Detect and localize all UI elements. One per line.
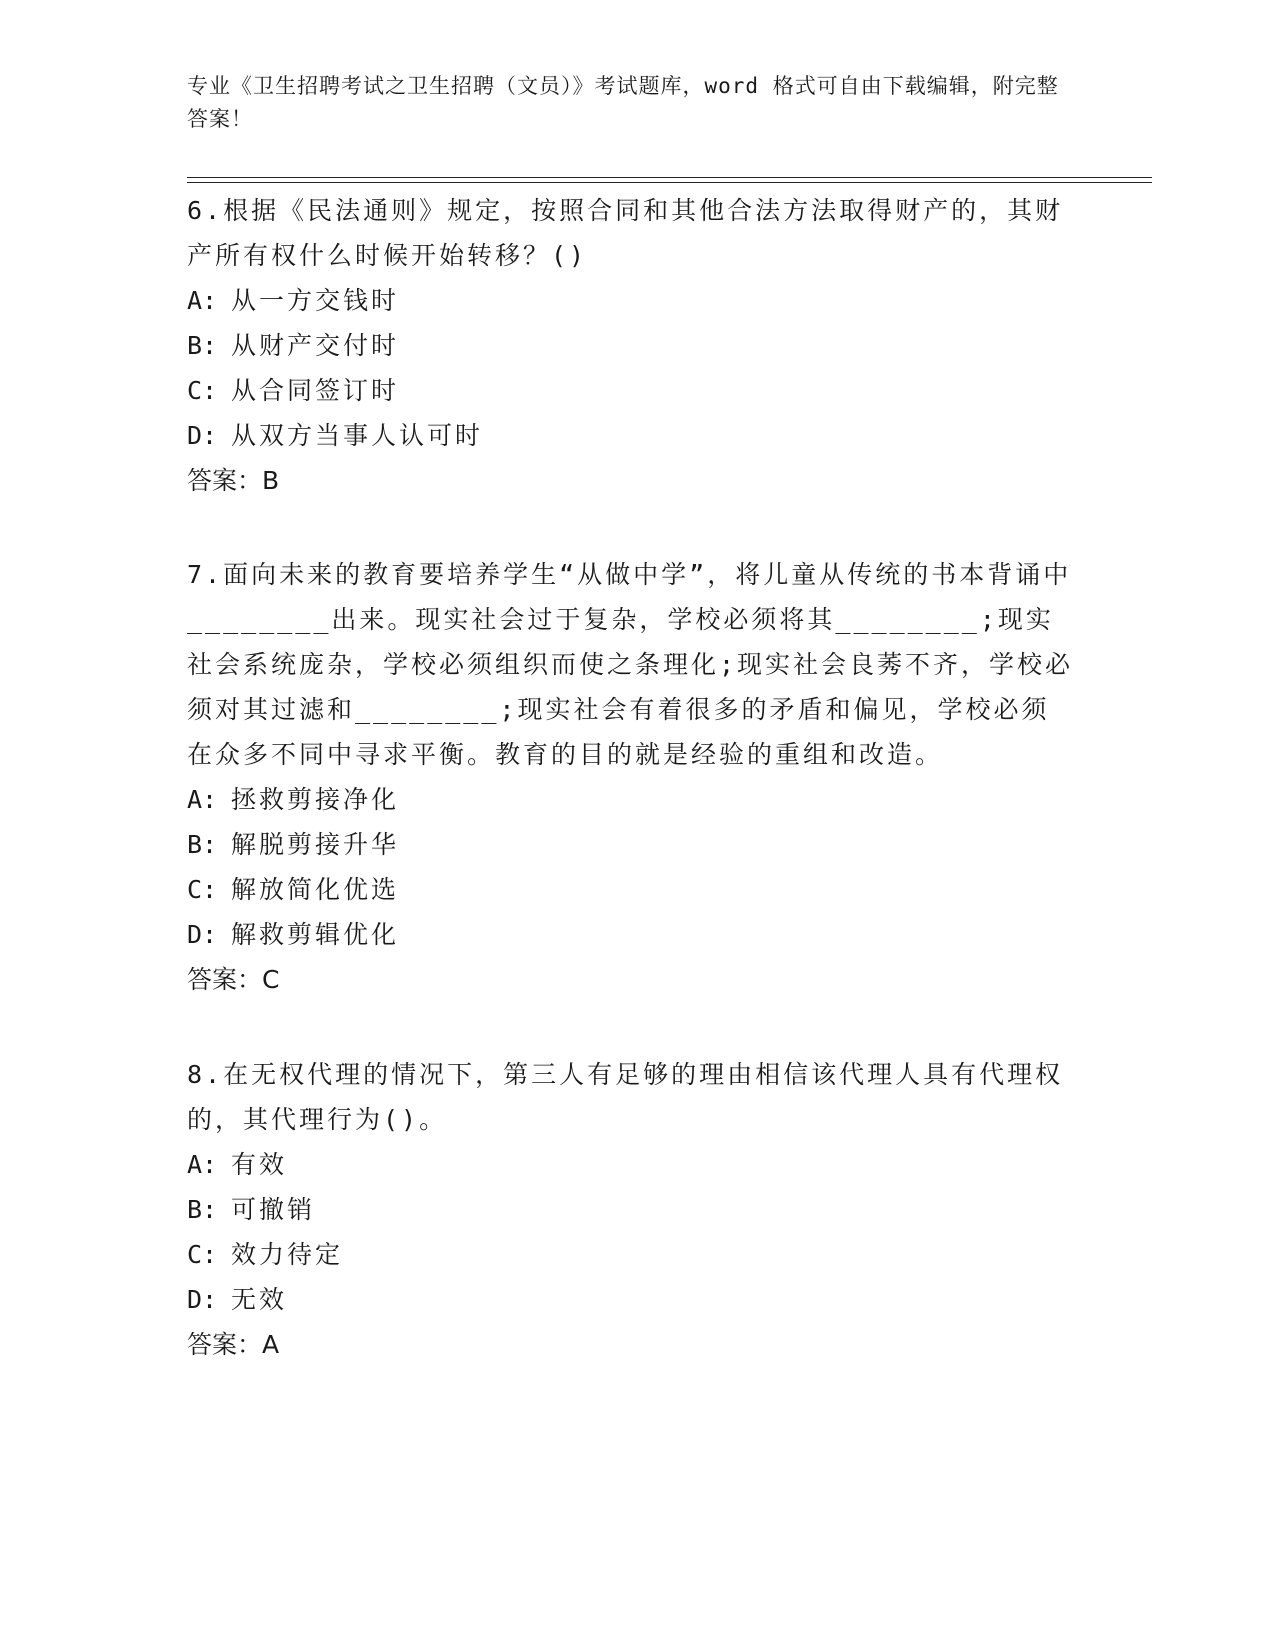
option-d [187,413,1077,458]
option-b [187,1187,1077,1232]
option-letter: B: [187,830,218,859]
question-stem: 8.在无权代理的情况下，第三人有足够的理由相信该代理人具有代理权的，其代理行为()。 [187,1060,1064,1134]
option-letter: B: [187,1195,218,1224]
option-text: 从合同签订时 [231,376,400,405]
option-letter: C: [187,875,218,904]
option-a [187,278,1077,323]
header-divider-top [187,177,1152,178]
option-text: 有效 [231,1150,288,1179]
option-text: 从一方交钱时 [231,286,400,315]
option-a [187,1142,1077,1187]
option-letter: B: [187,331,218,360]
option-text: 从财产交付时 [231,331,400,360]
option-letter: D: [187,920,218,949]
question-6 [187,188,1077,503]
document-header: 专业《卫生招聘考试之卫生招聘（文员）》考试题库，word 格式可自由下载编辑，附完整答案！ [187,74,1059,131]
answer-key: 答案：A [187,1330,280,1359]
option-c [187,1232,1077,1277]
question-7 [187,552,1077,1002]
option-d [187,912,1077,957]
option-c [187,867,1077,912]
option-text: 解脱剪接升华 [231,830,400,859]
option-text: 解放简化优选 [231,875,400,904]
option-b [187,822,1077,867]
option-b [187,323,1077,368]
answer-key: 答案：B [187,466,280,495]
option-letter: A: [187,785,218,814]
option-text: 从双方当事人认可时 [231,421,484,450]
option-text: 解救剪辑优化 [231,920,400,949]
option-text: 可撤销 [231,1195,316,1224]
option-d [187,1277,1077,1322]
header-divider-bottom [187,182,1152,183]
option-letter: A: [187,286,218,315]
option-text: 拯救剪接净化 [231,785,400,814]
option-letter: D: [187,421,218,450]
option-text: 效力待定 [231,1240,344,1269]
option-text: 无效 [231,1285,288,1314]
option-letter: D: [187,1285,218,1314]
option-c [187,368,1077,413]
question-stem: 6.根据《民法通则》规定，按照合同和其他合法方法取得财产的，其财产所有权什么时候开始转移？() [187,196,1064,270]
question-stem: 7.面向未来的教育要培养学生“从做中学”，将儿童从传统的书本背诵中________出来。现实社会过于复杂，学校必须将其________;现实社会系统庞杂，学校必须组织而使之条理化;现实社会良莠不齐，学校必须对其过滤和________;现实社会有着很多的矛盾和偏见，学校必须在众多不同中寻求平衡。教育的目的就是经验的重组和改造。 [187,560,1074,769]
answer-key: 答案：C [187,965,280,994]
option-a [187,777,1077,822]
question-8 [187,1052,1077,1367]
option-letter: C: [187,1240,218,1269]
option-letter: C: [187,376,218,405]
option-letter: A: [187,1150,218,1179]
